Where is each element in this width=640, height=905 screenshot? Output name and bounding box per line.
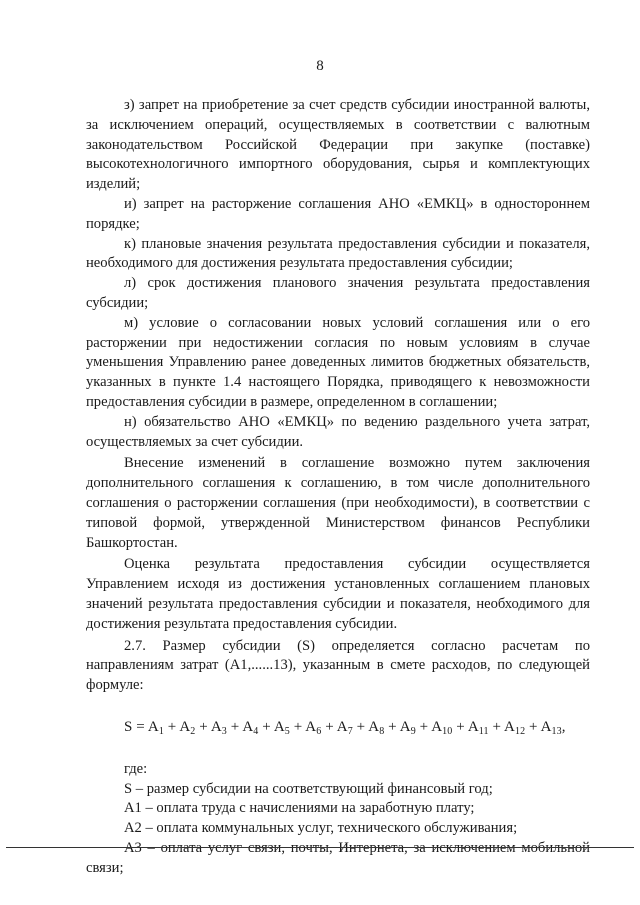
formula-plus: + [258, 718, 274, 735]
formula-term: $A_{12}$ [504, 718, 526, 737]
formula-plus: + [289, 718, 306, 735]
formula-subscript: 2 [190, 725, 196, 737]
formula-terms [148, 719, 562, 735]
formula-subscript: 6 [316, 725, 322, 737]
formula-lhs: S = [124, 718, 148, 735]
formula-term: $A_6$ [305, 718, 322, 737]
formula-plus: + [384, 718, 400, 735]
paragraph-2-7: 2.7. Размер субсидии (S) определяется согласно расчетам по направлениям затрат (A1,......13), указанным в смете расходов, по следующей формуле: [86, 637, 590, 694]
paragraph-amendments: Внесение изменений в соглашение возможно путем заключения дополнительного соглашения к соглашению, в том числе дополнительного соглашения о расторжении соглашения (при необходимости), в соответствии с типовой формой, утвержденной Министерством финансов Республики Башкортостан. [86, 455, 590, 551]
paragraph-evaluation: Оценка результата предоставления субсидии осуществляется Управлением исходя из достижения установленных соглашением плановых значений результата предоставления субсидии и показателя, необходимого для достижения результата предоставления субсидии. [86, 556, 590, 632]
formula-subscript: 8 [379, 725, 385, 737]
formula-term: $A_9$ [399, 718, 416, 737]
formula-subscript: 1 [158, 725, 164, 737]
subsidy-formula [86, 718, 590, 742]
formula-term: $A_2$ [179, 718, 196, 737]
formula-plus: + [195, 718, 211, 735]
paragraph-m: м) условие о согласовании новых условий соглашения или о его расторжении при недостижении согласия по новым условиям в случае уменьшения Управлению ранее доведенных лимитов бюджетных обязательств, указанных в пункте 1.4 настоящего Порядка, приводящего к невозможности предоставления субсидии в размере, определенном в соглашении; [86, 314, 590, 410]
document-body [86, 96, 590, 878]
page-number: 8 [316, 58, 324, 74]
paragraph-n: н) обязательство АНО «ЕМКЦ» по ведению раздельного учета затрат, осуществляемых за счет субсидии. [86, 413, 590, 450]
paragraph-i: и) запрет на расторжение соглашения АНО «ЕМКЦ» в одностороннем порядке; [86, 195, 590, 232]
formula-subscript: 7 [347, 725, 353, 737]
formula-plus: + [525, 718, 541, 735]
formula-subscript: 13 [551, 725, 562, 737]
formula-plus: + [452, 718, 468, 735]
formula-term: $A_{11}$ [467, 718, 489, 737]
formula-term: $A_8$ [368, 718, 385, 737]
formula-term: $A_{10}$ [431, 718, 453, 737]
formula-plus: + [163, 718, 180, 735]
formula-subscript: 3 [221, 725, 227, 737]
formula-subscript: 4 [253, 725, 259, 737]
formula-subscript: 11 [478, 725, 489, 737]
legend-s: S – размер субсидии на соответствующий финансовый год; [124, 780, 493, 797]
formula-end: , [561, 718, 566, 735]
formula-term: $A_4$ [242, 718, 259, 737]
legend-a3: A3 – оплата услуг связи, почты, Интернета, за исключением мобильной связи; [86, 839, 590, 876]
formula-term: $A_{13}$ [540, 718, 562, 737]
footer-divider [6, 847, 634, 848]
legend-intro: где: [124, 760, 148, 777]
formula-subscript: 10 [442, 725, 453, 737]
legend-a1: A1 – оплата труда с начислениями на заработную плату; [124, 800, 475, 817]
formula-plus: + [321, 718, 337, 735]
formula-plus: + [488, 718, 505, 735]
formula-plus: + [226, 718, 243, 735]
formula-subscript: 9 [410, 725, 416, 737]
formula-term: $A_7$ [336, 718, 353, 737]
formula-subscript: 5 [284, 725, 290, 737]
formula-subscript: 12 [514, 725, 526, 737]
legend-a2: A2 – оплата коммунальных услуг, технического обслуживания; [124, 820, 518, 837]
formula-term: $A_5$ [273, 718, 290, 737]
paragraph-l: л) срок достижения планового значения результата предоставления субсидии; [86, 275, 590, 311]
formula-term: $A_3$ [210, 718, 227, 737]
paragraph-z: з) запрет на приобретение за счет средств субсидии иностранной валюты, за исключением операций, осуществляемых в соответствии с валютным законодательством Российской Федерации при закупке (поставке) высокотехнологичного импортного оборудования, сырья и комплектующих изделий; [86, 97, 590, 193]
formula-plus: + [415, 718, 432, 735]
formula-term: $A_1$ [147, 718, 164, 737]
paragraph-k: к) плановые значения результата предоставления субсидии и показателя, необходимого для достижения результата предоставления субсидии; [86, 235, 590, 272]
formula-plus: + [352, 718, 369, 735]
